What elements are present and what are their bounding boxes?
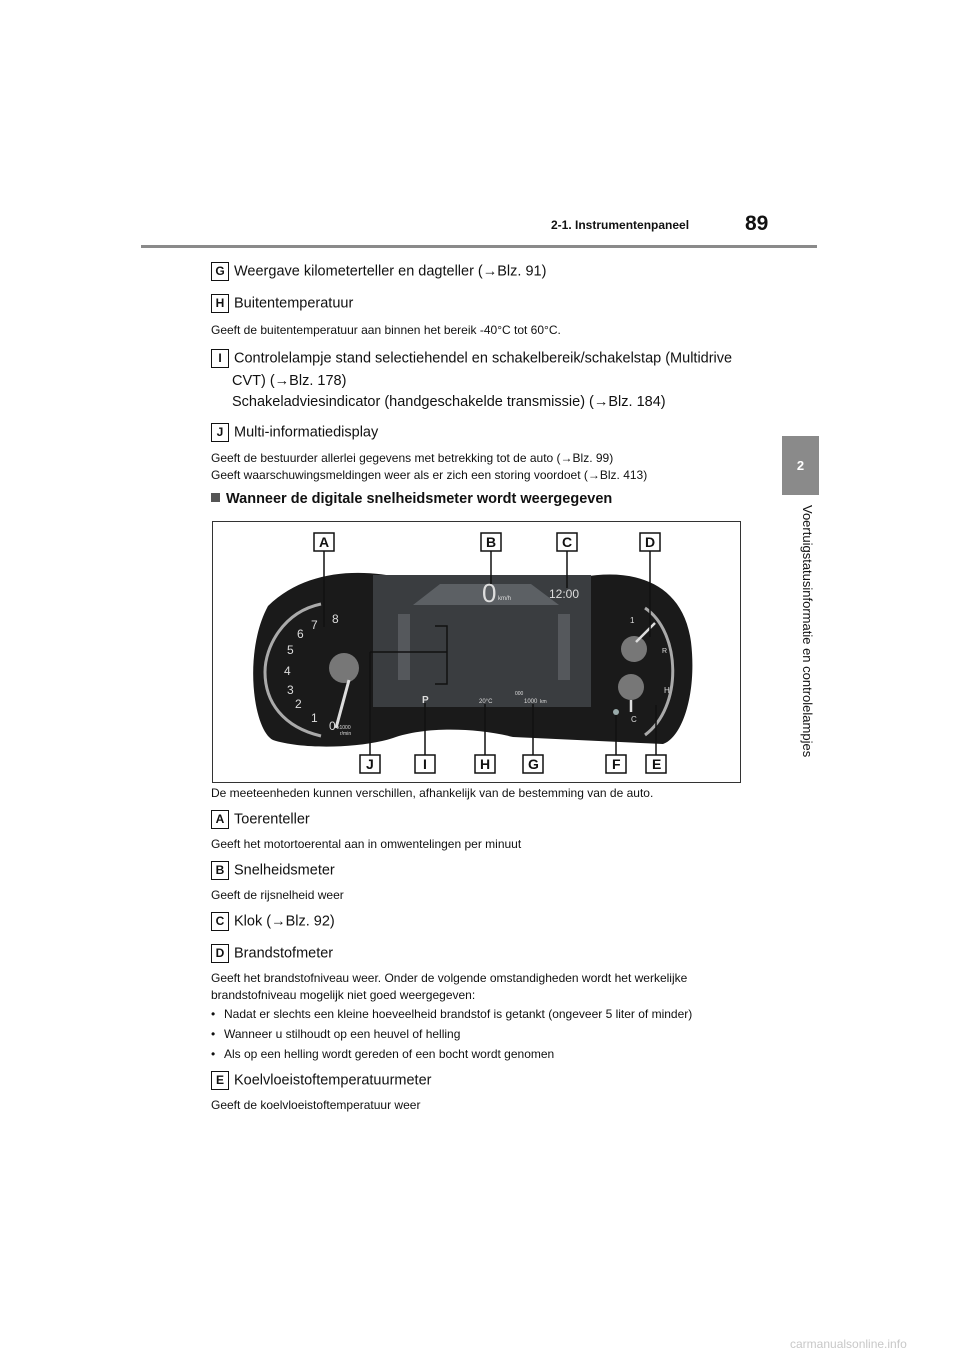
display-left-bar	[398, 614, 410, 680]
tacho-number: 1	[311, 711, 318, 725]
callout-label: D	[645, 534, 656, 550]
item-label: Controlelampje stand selectiehendel en schakelbereik/schakelstap (Multidrive	[234, 350, 733, 367]
fuel-full-mark: 1	[630, 616, 635, 625]
figure-caption: De meeteenheden kunnen verschillen, afhankelijk van de bestemming van de auto.	[211, 786, 654, 800]
odometer-unit: km	[540, 699, 547, 705]
callout-label: H	[480, 756, 491, 772]
callout-label: J	[366, 756, 374, 772]
odo-top: 000	[515, 691, 524, 697]
badge-i: I	[211, 349, 229, 368]
tacho-hub	[329, 653, 359, 683]
indicator-lamp	[613, 709, 619, 715]
list-item	[211, 1007, 692, 1021]
bullet-dot-icon: •	[211, 1027, 216, 1041]
item-d	[211, 944, 333, 963]
item-continuation: Schakeladviesindicator (handgeschakelde transmissie) (→Blz. 184)	[232, 394, 666, 410]
item-h	[211, 294, 353, 313]
item-description: Geeft de rijsnelheid weer	[211, 888, 344, 902]
cluster-figure	[212, 521, 741, 783]
callout-label: C	[562, 534, 573, 550]
item-description: Geeft de bestuurder allerlei gegevens met betrekking tot de auto (→Blz. 99)	[211, 451, 614, 465]
item-description: Geeft het motortoerental aan in omwentelingen per minuut	[211, 837, 522, 851]
temp-hot-mark: H	[664, 686, 670, 695]
callout-label: G	[528, 756, 539, 772]
list-item	[211, 1027, 460, 1041]
header-divider	[141, 245, 817, 248]
tacho-number: 3	[287, 683, 294, 697]
tacho-number: 2	[295, 697, 302, 711]
item-continuation: CVT) (→Blz. 178)	[232, 373, 347, 389]
sub-heading	[211, 491, 612, 507]
section-title: 2-1. Instrumentenpaneel	[551, 218, 690, 232]
badge-j: J	[211, 423, 229, 442]
badge-a: A	[211, 810, 229, 829]
callout-label: I	[423, 756, 427, 772]
item-label: Weergave kilometerteller en dagteller (→Blz. 91)	[234, 263, 547, 280]
badge-b: B	[211, 861, 229, 880]
item-description: Geeft de koelvloeistoftemperatuur weer	[211, 1098, 421, 1112]
sub-heading-text: Wanneer de digitale snelheidsmeter wordt weergegeven	[226, 491, 613, 507]
item-label: Buitentemperatuur	[234, 295, 354, 312]
item-label: Klok (→Blz. 92)	[234, 913, 335, 930]
bullet-text: Wanneer u stilhoudt op een heuvel of helling	[224, 1027, 461, 1041]
tacho-number: 5	[287, 643, 294, 657]
gear-indicator: P	[422, 695, 429, 706]
item-description: Geeft de buitentemperatuur aan binnen het bereik -40°C tot 60°C.	[211, 323, 561, 337]
display-right-bar	[558, 614, 570, 680]
clock-display: 12:00	[549, 587, 580, 601]
item-b	[211, 861, 335, 880]
tacho-unit: x1000	[337, 725, 351, 731]
tacho-number: 0	[329, 719, 336, 733]
tacho-number: 6	[297, 627, 304, 641]
instrument-cluster-illustration	[213, 522, 740, 782]
badge-c: C	[211, 912, 229, 931]
speed-value: 0	[482, 578, 497, 608]
badge-h: H	[211, 294, 229, 313]
item-label: Toerenteller	[234, 811, 310, 828]
tacho-unit-rpm: r/min	[340, 731, 352, 737]
speed-unit: km/h	[498, 596, 512, 602]
tacho-number: 8	[332, 612, 339, 626]
item-label: Koelvloeistoftemperatuurmeter	[234, 1072, 432, 1089]
badge-d: D	[211, 944, 229, 963]
callout-label: E	[652, 756, 662, 772]
bullet-text: Als op een helling wordt gereden of een bocht wordt genomen	[224, 1047, 555, 1061]
watermark: carmanualsonline.info	[790, 1337, 907, 1351]
temp-cold-mark: C	[631, 715, 637, 724]
badge-g: G	[211, 262, 229, 281]
temp-hub	[618, 674, 644, 700]
item-a	[211, 810, 310, 829]
fuel-empty-mark: R	[662, 648, 668, 655]
item-label: Snelheidsmeter	[234, 862, 335, 879]
item-description: Geeft waarschuwingsmeldingen weer als er zich een storing voordoet (→Blz. 413)	[211, 468, 648, 482]
fuel-hub	[621, 636, 647, 662]
item-g	[211, 262, 546, 281]
tacho-number: 7	[311, 618, 318, 632]
page-number: 89	[745, 212, 769, 235]
chapter-tab: 2	[782, 436, 819, 495]
bullet-dot-icon: •	[211, 1007, 216, 1021]
odometer: 1000	[524, 699, 538, 705]
list-item	[211, 1047, 554, 1061]
item-j	[211, 423, 378, 442]
callout-label: A	[319, 534, 330, 550]
tacho-number: 4	[284, 664, 291, 678]
item-label: Brandstofmeter	[234, 945, 334, 962]
item-label: Multi-informatiedisplay	[234, 424, 379, 441]
item-description: brandstofniveau mogelijk niet goed weergegeven:	[211, 988, 476, 1002]
square-bullet-icon	[211, 493, 220, 502]
item-description: Geeft het brandstofniveau weer. Onder de volgende omstandigheden wordt het werkelijke	[211, 971, 688, 985]
bullet-text: Nadat er slechts een kleine hoeveelheid brandstof is getankt (ongeveer 5 liter of minder)	[224, 1007, 693, 1021]
chapter-title: Voertuigstatusinformatie en controlelampjes	[800, 505, 815, 758]
item-c	[211, 912, 335, 931]
item-i	[211, 349, 732, 368]
callout-label: F	[612, 756, 621, 772]
item-e	[211, 1071, 431, 1090]
badge-e: E	[211, 1071, 229, 1090]
callout-label: B	[486, 534, 497, 550]
bullet-dot-icon: •	[211, 1047, 216, 1061]
outside-temp: 20°C	[479, 699, 493, 705]
